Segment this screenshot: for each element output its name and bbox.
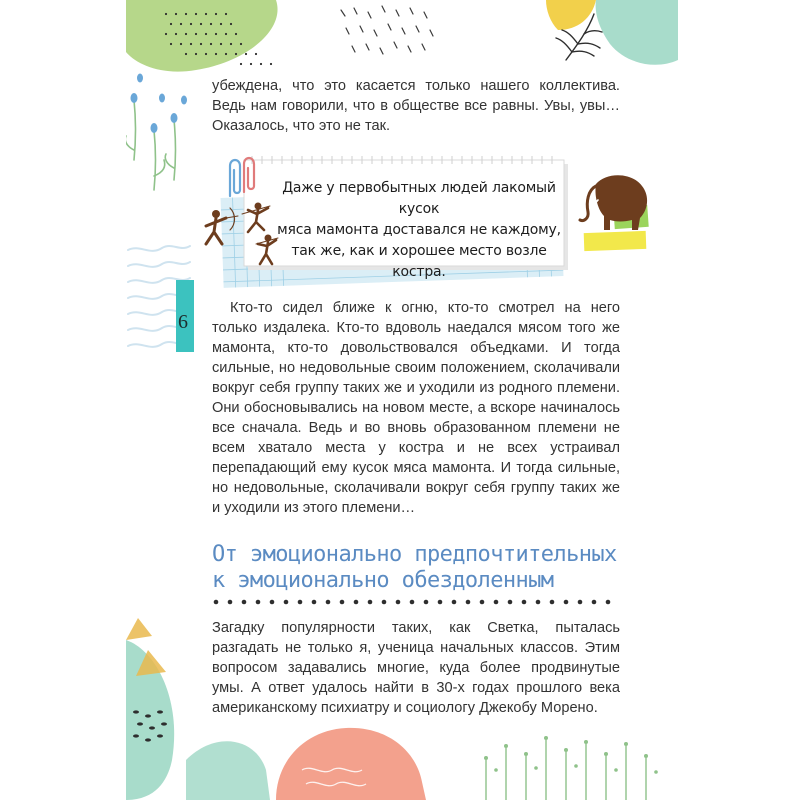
section-paragraph: Загадку популярности таких, как Светка, пыталась разгадать не только я, ученица начальных классов. Этим вопросом задавались многие, куда более продвинутые умы. А ответ удалось найти в 30-х годах прошлого века американскому психиатру и социологу Джекобу Морено. [212,620,620,716]
section-heading-line: к эмоционально обездоленным [212,568,554,593]
body-paragraph: Кто-то сидел ближе к огню, кто-то смотрел на него только издалека. Кто-то вдоволь наедался мясом того же мамонта, кто-то довольствовался объедками. И тогда сильные, но недовольные своим положением, сколачивали вокруг себя группу таких же и уходили из родного племени. Они обосновывались на новом месте, а вскоре начиналось все сначала. Ведь и во вновь образованном племени не всем хватало места у костра и не всех устраивал перепадающий ему кусок мяса мамонта. И тогда сильные, но недовольные, сколачивали вокруг себя группу таких же и уходили из этого племени… [212,300,620,516]
section-heading-line: От эмоционально предпочтительных [212,542,617,567]
green-blob-top [126,0,278,72]
mint-brush-bottom-left [186,741,270,800]
mint-blob-top-right [596,0,678,65]
callout-line: так же, как и хорошее место возле костра. [291,243,547,280]
tulip-icon [126,100,176,190]
dash-pattern-top [341,6,433,54]
book-page [126,0,678,800]
callout-line: Даже у первобытных людей лакомый кусок [282,180,556,217]
callout-note [274,178,564,280]
plant-sprig-heads [484,736,658,774]
tulip-buds [131,74,188,134]
section-heading [212,542,632,594]
sticky-note-yellow [584,231,647,251]
page-number: 6 [178,311,188,333]
mammoth-icon [580,175,647,230]
callout-line: мяса мамонта доставался не каждому, [277,222,561,238]
heading-dot-divider [212,598,622,606]
intro-paragraph: убеждена, что это касается только нашего коллектива. Ведь нам говорили, что в обществе все равны. Увы, увы… Оказалось, что это не так. [212,78,620,134]
coral-blob-bottom [276,728,426,800]
